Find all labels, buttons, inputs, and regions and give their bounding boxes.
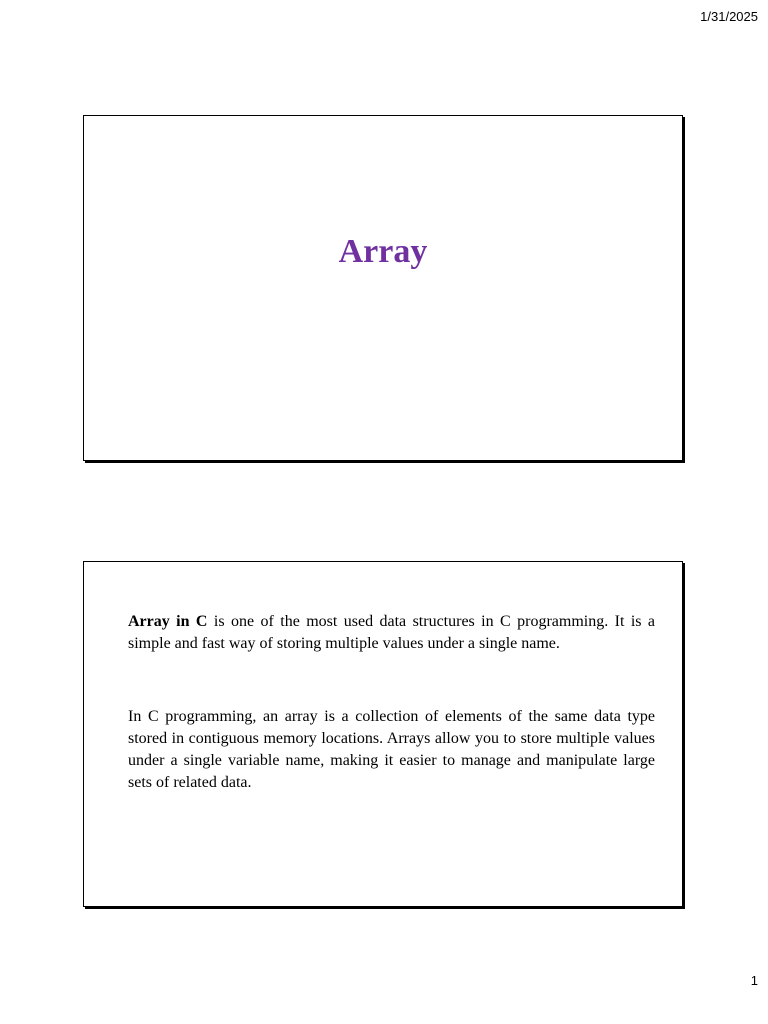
page-date: 1/31/2025 — [700, 9, 758, 24]
slide-body — [128, 611, 655, 794]
slide-title: Array — [338, 233, 428, 270]
page-number: 1 — [750, 973, 758, 988]
bold-term: Array in C — [128, 613, 208, 630]
paragraph-intro-text: is one of the most used data structures in C programming. It is a simple and fast way of storing multiple values under a single name. — [128, 613, 656, 652]
paragraph-definition: In C programming, an array is a collection of elements of the same data type stored in contiguous memory locations. Arrays allow you to store multiple values under a single variable name, making it easier to manage and manipulate large sets of related data. — [128, 708, 655, 791]
paragraph-intro — [128, 611, 655, 655]
slide-content-card — [83, 561, 683, 907]
slide-title-card — [83, 115, 683, 461]
